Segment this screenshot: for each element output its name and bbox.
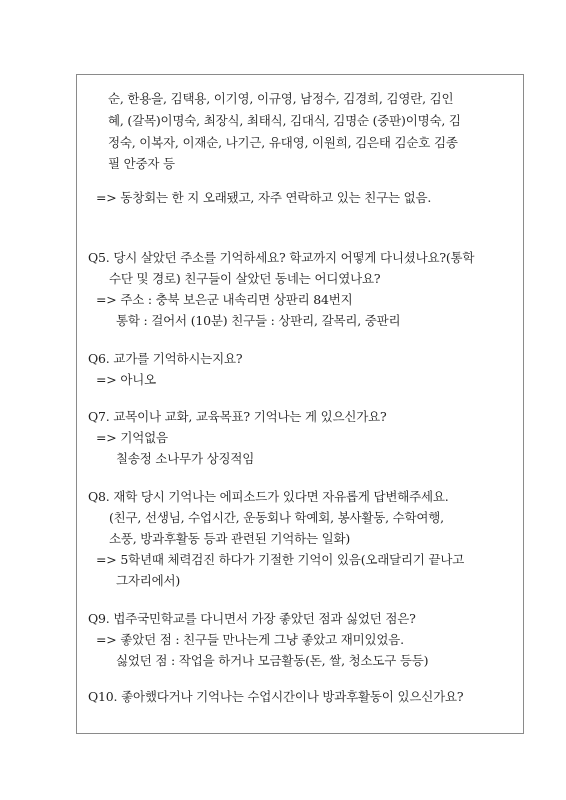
q8-question: Q8. 재학 당시 기억나는 에피소드가 있다면 자유롭게 답변해주세요. (88, 489, 449, 504)
q5-question-line-1: Q5. 당시 살았던 주소를 기억하세요? 학교까지 어떻게 다니셨나요?(통학 (88, 250, 475, 265)
q5-answer-commute: 통학 : 걸어서 (10분) 친구들 : 상판리, 갈목리, 중판리 (116, 313, 401, 328)
q10-question: Q10. 좋아했다거나 기억나는 수업시간이나 방과후활동이 있으신가요? (88, 689, 464, 704)
q8-hint-line-2: 소풍, 방과후활동 등과 관련된 기억하는 일화) (109, 531, 351, 546)
names-line-1: 순, 한용을, 김택용, 이기영, 이규영, 남정수, 김경희, 김영란, 김인 (108, 91, 454, 106)
q8-answer-line-1: => 5학년때 체력검진 하다가 기절한 기억이 있음(오래달리기 끝나고 (96, 552, 465, 567)
q6-question: Q6. 교가를 기억하시는지요? (88, 351, 243, 366)
q8-answer-line-2: 그자리에서) (116, 573, 181, 588)
q8-hint-line-1: (친구, 선생님, 수업시간, 운동회나 학예회, 봉사활동, 수학여행, (109, 510, 444, 525)
names-line-4: 필 안중자 등 (108, 156, 175, 171)
q9-answer-bad: 싫었던 점 : 작업을 하거나 모금활동(돈, 쌀, 청소도구 등등) (116, 653, 429, 668)
q7-question: Q7. 교목이나 교화, 교육목표? 기억나는 게 있으신가요? (88, 409, 387, 424)
q9-answer-good: => 좋았던 점 : 친구들 만나는게 그냥 좋았고 재미있었음. (96, 632, 404, 647)
names-line-3: 정숙, 이복자, 이재순, 나기근, 유대영, 이원희, 김은태 김순호 김종 (108, 135, 458, 150)
q7-answer-line-1: => 기억없음 (96, 430, 168, 445)
q5-question-line-2: 수단 및 경로) 친구들이 살았던 동네는 어디였나요? (109, 271, 381, 286)
names-line-2: 혜, (갈목)이명숙, 최장식, 최태식, 김대식, 김명순 (중판)이명숙, 김 (108, 113, 461, 128)
reunion-answer: => 동창회는 한 지 오래됐고, 자주 연락하고 있는 친구는 없음. (96, 190, 432, 205)
q5-answer-address: => 주소 : 충북 보은군 내속리면 상판리 84번지 (96, 292, 353, 307)
q7-answer-line-2: 칠송정 소나무가 상징적임 (116, 451, 255, 466)
q6-answer: => 아니오 (96, 372, 156, 387)
q9-question: Q9. 법주국민학교를 다니면서 가장 좋았던 점과 싫었던 점은? (88, 611, 416, 626)
